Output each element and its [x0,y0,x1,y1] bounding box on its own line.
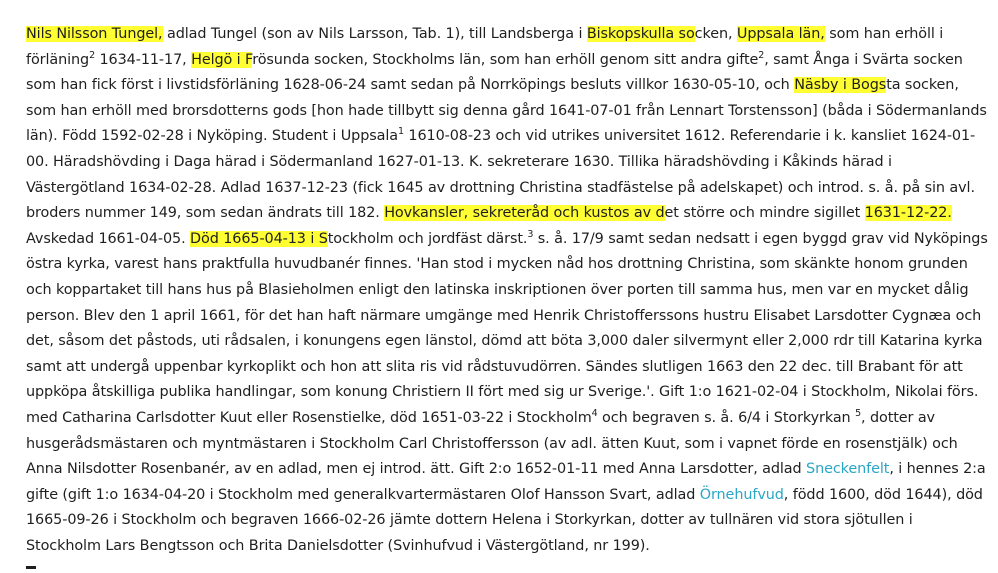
text-run: s. å. 17/9 samt sedan nedsatt i egen byggd grav vid Nyköpings östra kyrka, varest hans praktfulla huvudbanér finnes. 'Han stod i mycken nåd hos drottning Christina, som skänkte honom grunden och koppartaket till hans hus på Blasieholmen enligt den latinska inskriptionen över porten till samma hus, men var en mycket dålig person. Blev den 1 april 1661, för det han haft närmare umgänge med Henrik Christofferssons hustru Elisabet Larsdotter Cygnæa och det, såsom det påstods, uti rådsalen, i konungens egen länstol, dömd att böta 3,000 daler silvermynt eller 2,000 rdr till Katarina kyrka samt att undergå uppenbar kyrkoplikt och hon att slita ris vid rådstuvudörren. Sändes slutligen 1663 den 22 dec. till Brabant för att uppköpa åtskilliga publika handlingar, som konung Christiern II fört med sig ur Sverige.'. Gift 1:o 1621-02-04 i Stockholm, Nikolai förs. med Catharina Carlsdotter Kuut eller Rosenstielke, död 1651-03-22 i Stockholm [26,230,988,426]
biography-paragraph [26,22,990,559]
family-link[interactable]: Sneckenfelt [806,461,890,478]
footnote-ref: 4 [591,407,598,419]
family-link[interactable]: Örnehufvud [699,486,784,503]
highlighted-text: Helgö i F [191,51,253,68]
text-run: Avskedad 1661-04-05. [26,230,191,247]
highlighted-text: 1631-12-22. [864,205,952,222]
text-run: , samt Ånga i Svärta socken som han fick först i livstidsförläning 1628-06-24 samt sedan på Norrköpings besluts villkor 1630-05-10, och [26,51,963,94]
text-run: ta socken, som han erhöll med brorsdotterns gods [hon hade tillbytt sig denna gård 1641-07-01 från Lennart Torstensson] (båda i Södermanlands län). Född 1592-02-28 i Nyköping. Student i Uppsala [26,77,987,145]
text-run: 1634-11-17, [95,51,192,68]
highlighted-text: Uppsala län, [736,26,825,42]
text-run: adlad Tungel (son av Nils Larsson, Tab. 1), till Landsberga i [162,26,587,42]
text-run: , född 1600, död 1644), död 1665-09-26 i Stockholm och begraven 1666-02-26 jämte dottern Helena i Storkyrkan, dotter av tullnären vid stora sjötullen i Stockholm Lars Bengtsson och Brita Danielsdotter (Svinhufvud i Västergötland, nr 199). [26,486,983,554]
highlighted-text: Biskopskulla so [586,26,695,42]
text-run: , i hennes 2:a gifte (gift 1:o 1634-04-20 i Stockholm med generalkvartermästaren Olof Hansson Svart, adlad [26,461,986,503]
highlighted-text: Hovkansler, sekreteråd och kustos av d [384,205,665,222]
highlighted-text: Nils Nilsson Tungel, [26,26,163,42]
footnote-ref: 1 [397,126,404,138]
footnote-ref: 2 [89,49,96,61]
footnote-ref: 5 [855,407,862,419]
footnote-ref: 2 [758,49,765,61]
text-run: et större och mindre sigillet [664,205,865,222]
highlighted-text: Näsby i Bogs [794,77,887,94]
text-run: som han erhöll i förläning [26,26,944,68]
text-run: , dotter av husgerådsmästaren och myntmästaren i Stockholm Carl Christoffersson (av adl. ätten Kuut, som i vapnet förde en rosenstjälk) och Anna Nilsdotter Rosenbanér, av en adlad, men ej introd. ätt. Gift 2:o 1652-01-11 med Anna Larsdotter, adlad [26,409,958,478]
text-run: cken, [694,26,737,42]
footnote-ref: 3 [527,228,534,240]
text-run: 1610-08-23 och vid utrikes universitet 1612. Referendarie i k. kansliet 1624-01-00. Häradshövding i Daga härad i Södermanland 1627-01-13. K. sekreterare 1630. Tillika häradshövding i Kåkinds härad i Västergötland 1634-02-28. Adlad 1637-12-23 (fick 1645 av drottning Christina stadfästelse på adelskapet) och introd. s. å. på sin avl. broders nummer 149, som sedan ändrats till 182. [26,128,976,222]
next-line-fragment [26,566,36,569]
text-run: och begraven s. å. 6/4 i Storkyrkan [597,409,856,426]
text-run: rösunda socken, Stockholms län, som han erhöll genom sitt andra gifte [252,51,759,68]
text-run: tockholm och jordfäst därst. [327,230,528,247]
highlighted-text: Död 1665-04-13 i S [190,230,328,247]
